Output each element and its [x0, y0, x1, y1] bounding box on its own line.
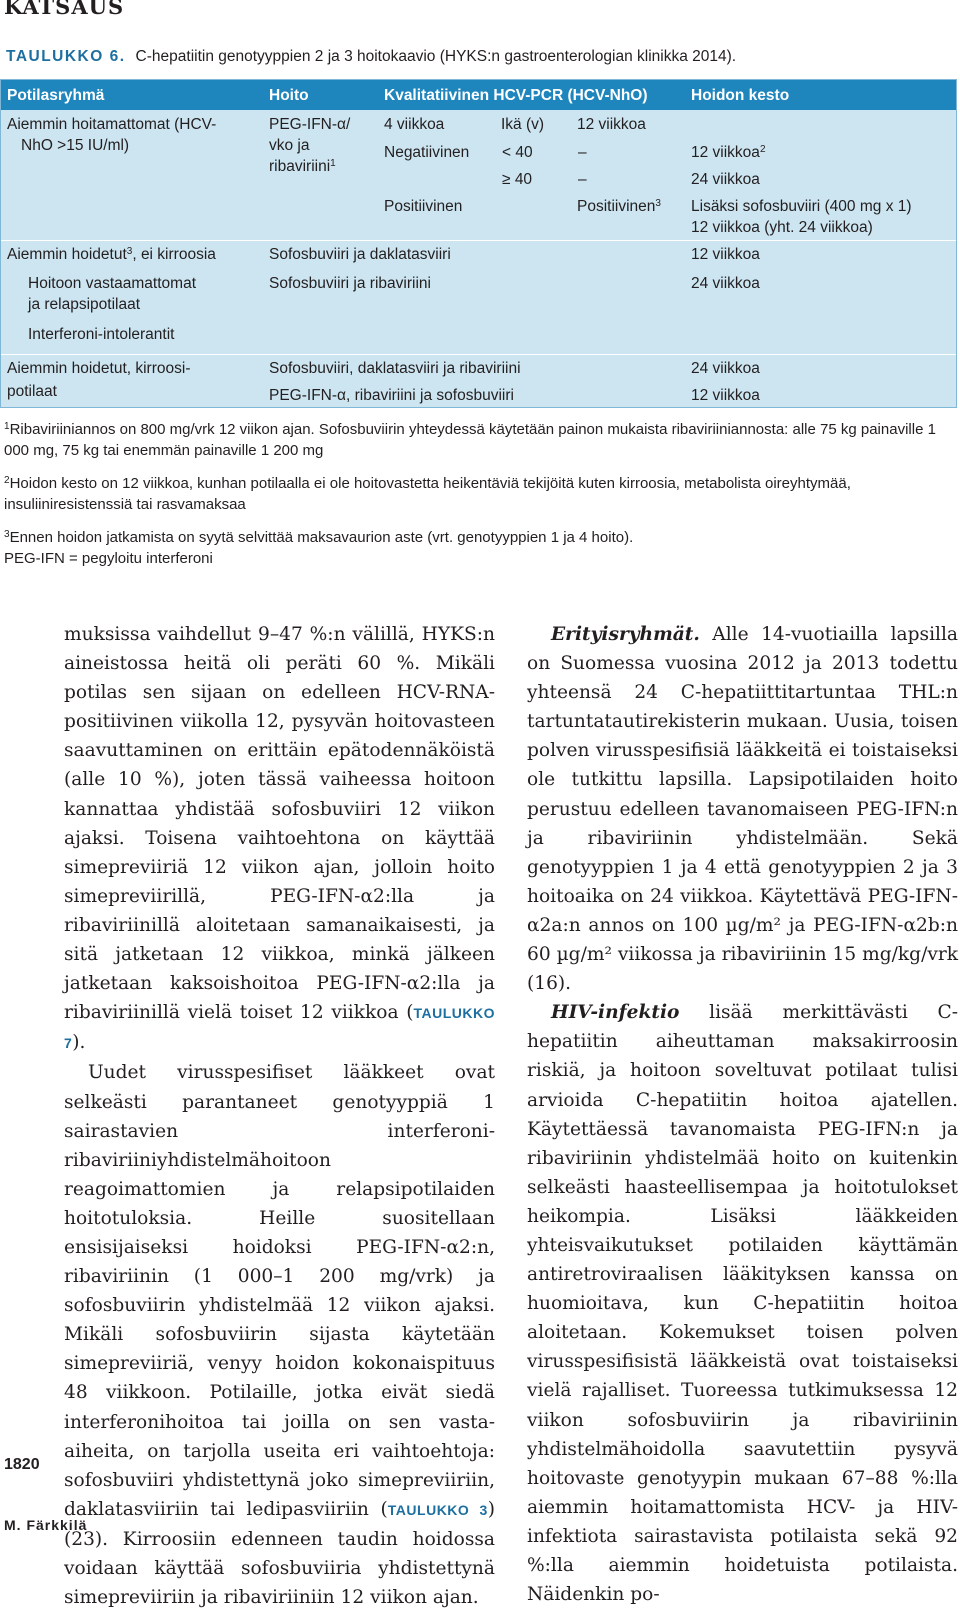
group1-patient-line2: NhO >15 IU/ml) — [21, 137, 130, 154]
group3-duration1: 24 viikkoa — [691, 360, 760, 377]
group3-patient-line2: potilaat — [7, 383, 57, 400]
group2-treatment: Sofosbuviiri ja daklatasviiri — [269, 246, 451, 263]
group1-treatment-line3: ribaviriini$^1$ — [269, 158, 336, 175]
group3-treatment2: PEG-IFN-α, ribaviriini ja sofosbuviiri — [269, 387, 514, 404]
header-pcr: Kvalitatiivinen HCV-PCR (HCV-NhO) — [384, 87, 648, 104]
group1-patient-line1: Aiemmin hoitamattomat (HCV- — [7, 116, 217, 133]
group3-patient-line1: Aiemmin hoidetut, kirroosi- — [7, 360, 191, 377]
group1-treatment-line2: vko ja — [269, 137, 310, 154]
group2-sub1-duration: 24 viikkoa — [691, 275, 760, 292]
footnote: $^3$Ennen hoidon jatkamista on syytä selvittää maksavaurion aste (vrt. genotyyppien 1 ja 4 hoito). — [4, 529, 634, 546]
group2-sub1-line1: Hoitoon vastaamattomat — [28, 275, 197, 292]
table-reference-link[interactable]: TAULUKKO 3 — [387, 1501, 488, 1518]
dash: – — [578, 144, 587, 161]
paragraph: Uudet virusspesifiset lääkkeet ovat selkeästi parantaneet genotyyppiä 1 sairastavien interferoni-ribaviriiniyhdistelmähoitoon reagoimattomien ja relapsipotilaiden hoitotuloksia. Heille suositellaan ensisijaiseksi hoidoksi PEG-IFN-α2:n, ribaviriinin (1 000–1 200 mg/vrk) ja sofosbuviirin yhdistelmää 12 viikon ajaksi. Mikäli sofosbuviirin sijasta käytetään simepreviiriä, venyy hoidon kokonaispituus 48 viikkoon. Potilaille, jotka eivät siedä interferonihoitoa tai joilla on sen vasta-aiheita, on tarjolla useita eri vaihtoehtoja: sofosbuviiri yhdistettynä joko simepreviiriin, daklatasviiriin tai ledipasviiriin (TAULUKKO 3) (23). Kirroosiin edenneen taudin hoidossa voidaan käyttää sofosbuviiria yhdistettynä simepreviiriin ja ribaviriiniin 12 viikon ajan. — [64, 1062, 496, 1609]
pcr-negative: Negatiivinen — [384, 144, 470, 161]
footnote: PEG-IFN = pegyloitu interferoni — [4, 550, 213, 567]
footnote: $^2$Hoidon kesto on 12 viikkoa, kunhan potilaalla ei ole hoitovastetta heikentäviä tekijöitä kuten kirroosia, metabolista oireyhtymää, insuliiniresistenssiä tai rasvamaksaa — [4, 475, 851, 513]
group3-duration2: 12 viikkoa — [691, 387, 760, 404]
paragraph: Erityisryhmät. Alle 14-vuotiailla lapsilla on Suomessa vuosina 2012 ja 2013 todettu yhteensä 24 C-hepatiittitartuntaa THL:n tartuntatautirekisterin mukaan. Uusia, toisen polven virusspesifisiä lääkkeitä ei toistaiseksi ole tutkittu lapsilla. Lapsipotilaiden hoito perustuu edelleen tavanomaiseen PEG-IFN:n ja ribaviriinin yhdistelmään. Sekä genotyyppien 1 ja 4 että genotyyppien 2 ja 3 hoitoaika on 24 viikkoa. Käytettävä PEG-IFN-α2a:n annos on 100 µg/m² ja PEG-IFN-α2b:n 60 µg/m² viikossa ja ribaviriinin 15 mg/kg/vrk (16). — [527, 624, 958, 995]
group2-patient: Aiemmin hoidetut$^3$, ei kirroosia — [7, 246, 216, 263]
paragraph-lead: Erityisryhmät. — [551, 624, 700, 645]
age-header: Ikä (v) — [501, 116, 545, 133]
paragraph: HIV-infektio lisää merkittävästi C-hepatiitin aiheuttaman maksakirroosin riskiä, ja hoitoon soveltuvat potilaat tulisi arvioida C-hepatiitin hoitoa ajatellen. Käytettäessä tavanomaista PEG-IFN:n ja ribaviriinin yhdistelmää hoito on kuitenkin selkeästi haasteellisempaa ja hoitotulokset heikompia. Lisäksi lääkkeiden yhteisvaikutukset potilaiden käyttämän antiretroviraalisen lääkityksen kanssa on huomioitava, kun C-hepatiitin hoitoa aloitetaan. Kokemukset toisen polven virusspesifisistä lääkkeistä ovat toistaiseksi vielä rajalliset. Tuoreessa tutkimuksessa 12 viikon sofosbuviirin ja ribaviriinin yhdistelmähoidolla saavutettiin pysyvä hoitovaste genotyypin mukaan 67–88 %:lla aiemmin hoitamattomista HCV- ja HIV-infektiota sairastavista potilaista sekä 92 %:lla aiemmin hoidetuista potilaista. Näidenkin po- — [527, 1002, 958, 1606]
table-footnotes — [4, 419, 954, 581]
group3-treatment1: Sofosbuviiri, daklatasviiri ja ribaviriini — [269, 360, 521, 377]
author-footer: M. Färkkilä — [4, 1517, 88, 1533]
footnote-mark: 3 — [655, 198, 661, 209]
group2-sub2: Interferoni-intolerantit — [28, 326, 175, 343]
body-column-left — [64, 620, 495, 1612]
duration-over-40: 24 viikkoa — [691, 171, 760, 188]
footnote: $^1$Ribaviriiniannos on 800 mg/vrk 12 viikon ajan. Sofosbuviirin yhteydessä käytetään painon mukaista ribaviriiniannosta: alle 75 kg painaville 1 000 mg, 75 kg tai enemmän painaville 1 200 mg — [4, 421, 936, 459]
header-treatment: Hoito — [269, 87, 309, 104]
age-under-40: < 40 — [502, 144, 533, 161]
footnote-mark: 2 — [759, 144, 766, 155]
pcr-week4-label: 4 viikkoa — [384, 116, 445, 133]
table-divider — [1, 240, 956, 241]
table-caption-label: TAULUKKO 6. — [6, 48, 126, 65]
table-caption — [6, 48, 736, 66]
table-caption-text: C-hepatiitin genotyyppien 2 ja 3 hoitokaavio (HYKS:n gastroenterologian klinikka 2014). — [135, 48, 737, 65]
dash: – — [578, 171, 587, 188]
paragraph-lead: HIV-infektio — [551, 1002, 680, 1024]
header-patient-group: Potilasryhmä — [7, 87, 105, 104]
age-over-40: ≥ 40 — [502, 171, 533, 188]
paragraph: muksissa vaihdellut 9–47 %:n välillä, HYKS:n aineistossa heitä oli peräti 60 %. Mikäli potilas sen sijaan on edelleen HCV-RNA-positiivinen viikolla 12, pysyvän hoitovasteen saavuttaminen on erittäin epätodennäköistä (alle 10 %), joten tässä vaiheessa hoitoon kannattaa yhdistää sofosbuviiri 12 viikon ajaksi. Toisena vaihtoehtona on käyttää simepreviiriä 12 viikon ajan, jolloin hoito simepreviirillä, PEG-IFN-α2:lla ja ribaviriinillä aloitetaan samanaikaisesti, ja sitä jatketaan 12 viikkoa, minkä jälkeen jatketaan kaksoishoitoa PEG-IFN-α2:lla ja ribaviriinillä vielä toiset 12 viikkoa (TAULUKKO 7). — [64, 624, 495, 1054]
pcr-week12-label: 12 viikkoa — [577, 116, 646, 133]
duration-positive-line1: Lisäksi sofosbuviiri (400 mg x 1) — [691, 198, 912, 215]
duration-positive-line2: 12 viikkoa (yht. 24 viikkoa) — [691, 219, 873, 236]
table-reference-link[interactable]: TAULUKKO 7 — [64, 1005, 495, 1052]
header-duration: Hoidon kesto — [691, 87, 790, 104]
group2-duration: 12 viikkoa — [691, 246, 760, 263]
footnote-mark: 1 — [330, 158, 336, 169]
body-column-right — [527, 620, 958, 1609]
group1-treatment-line1: PEG-IFN-α/ — [269, 116, 351, 133]
section-label: KATSAUS — [4, 0, 125, 19]
footnote-mark: 3 — [126, 246, 133, 257]
group2-sub1-line2: ja relapsipotilaat — [28, 296, 141, 313]
pcr-positive: Positiivinen — [384, 198, 463, 215]
table-divider — [1, 354, 956, 355]
duration-under-40: 12 viikkoa$^2$ — [691, 144, 766, 161]
pcr-positive-week12: Positiivinen$^3$ — [577, 198, 661, 215]
page-number: 1820 — [4, 1456, 40, 1473]
group2-sub1-treatment: Sofosbuviiri ja ribaviriini — [269, 275, 431, 292]
